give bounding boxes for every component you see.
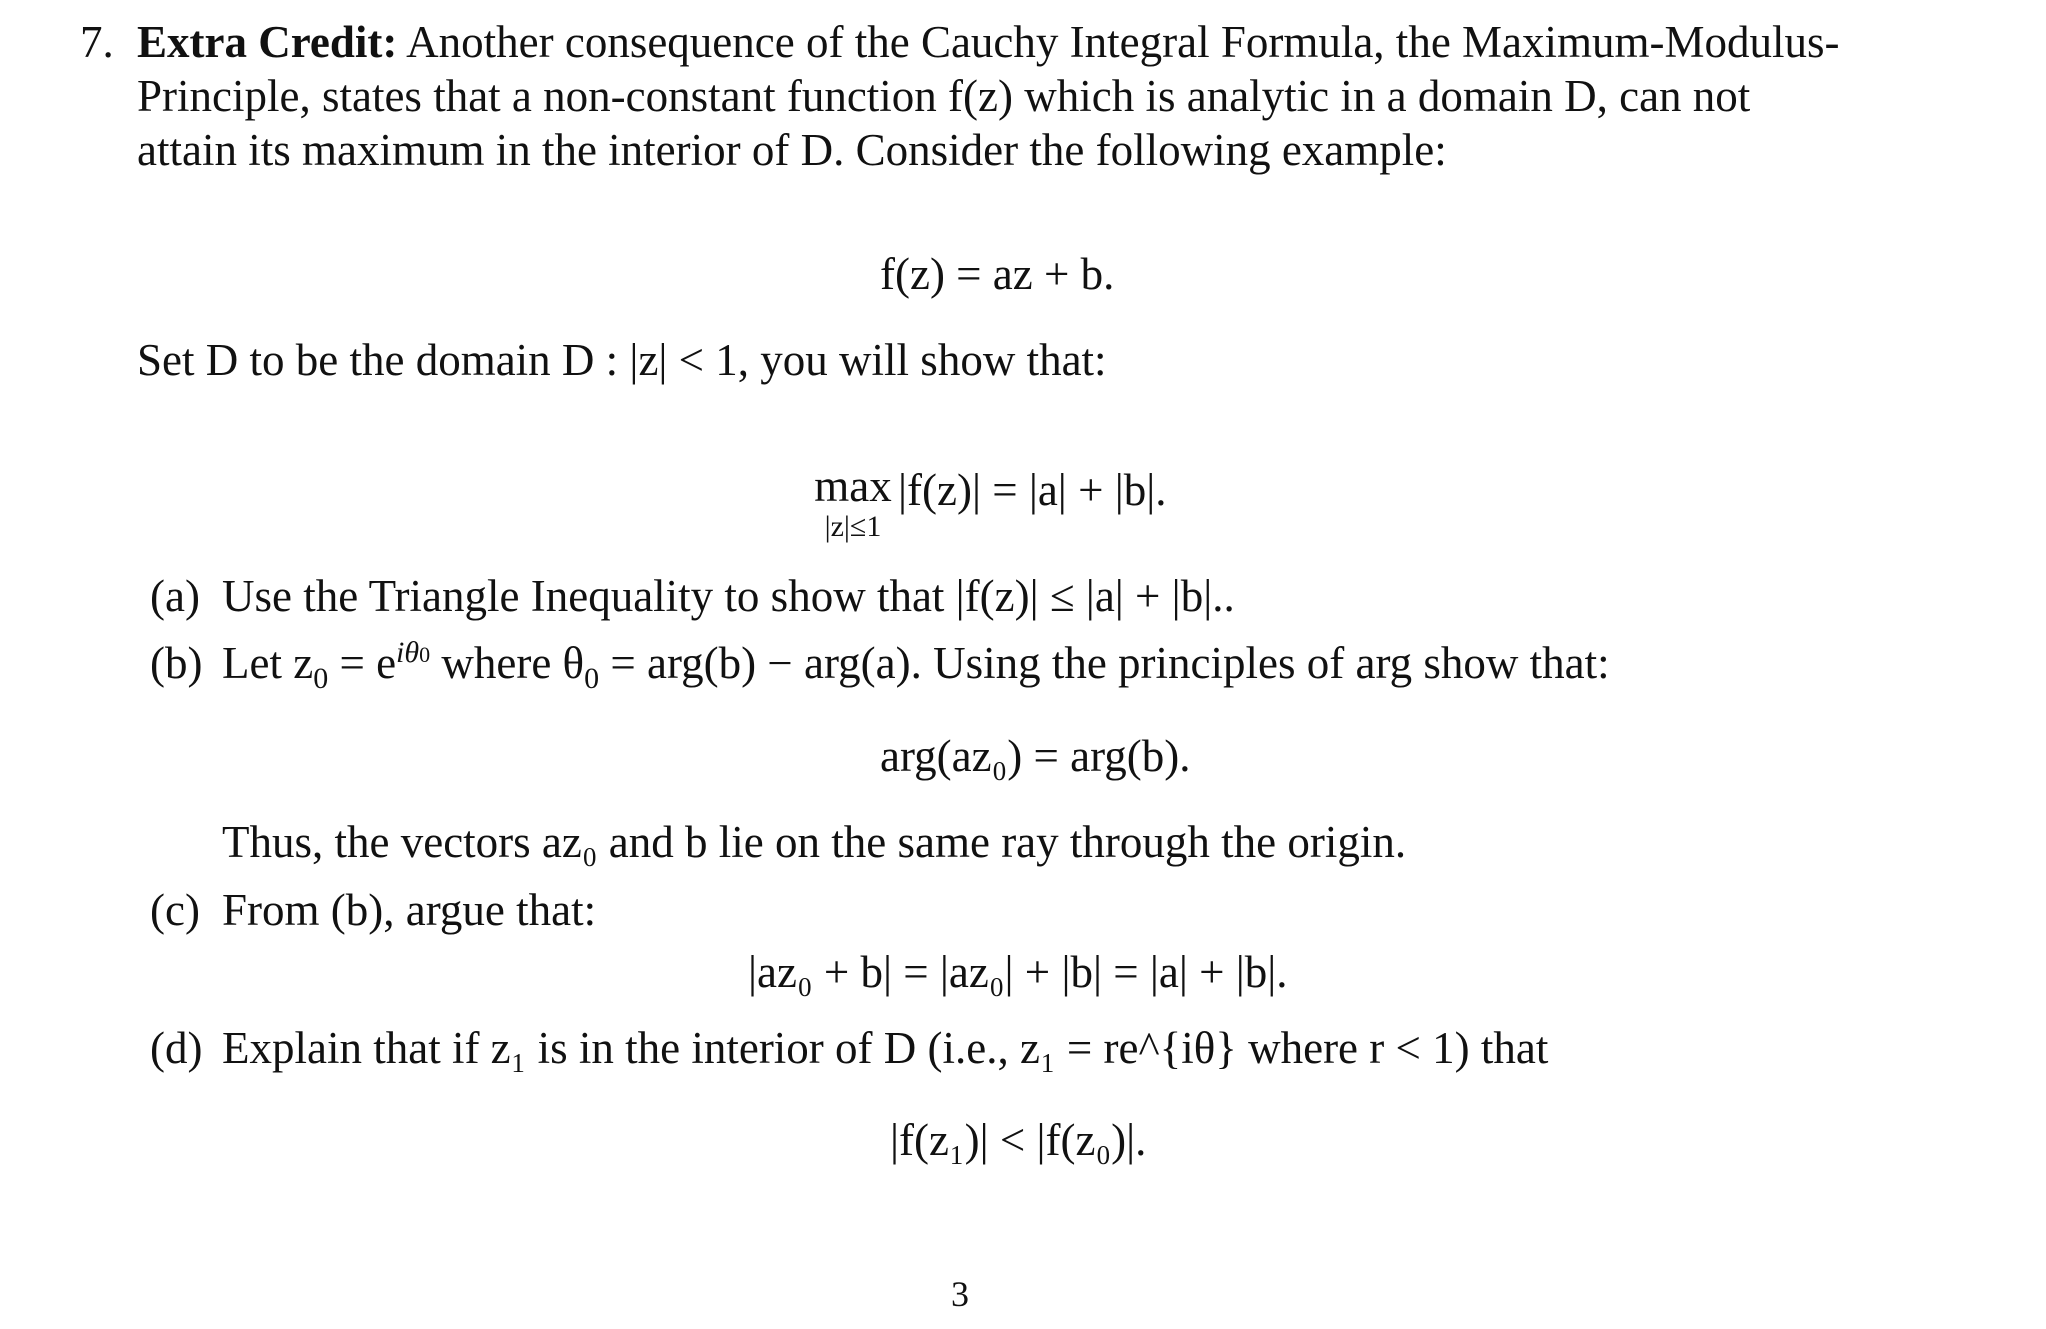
max-rhs: |f(z)| = |a| + |b|. xyxy=(898,465,1167,515)
max-operator xyxy=(808,462,898,544)
function-definition: f(z) = az + b. xyxy=(880,249,1115,299)
part-d-text: Explain that if z₁ is in the interior of D (i.e., z₁ = re^{iθ} where r < 1) that xyxy=(222,1023,1549,1073)
part-b-followup: Thus, the vectors az₀ and b lie on the same ray through the origin. xyxy=(222,817,1407,867)
page-number: 3 xyxy=(951,1274,969,1314)
max-subscript: |z|≤1 xyxy=(824,510,882,543)
superscript-i-theta0: iθ0 xyxy=(396,636,431,669)
part-c-equation: |az₀ + b| = |az₀| + |b| = |a| + |b|. xyxy=(748,947,1288,997)
subscript-zero: 0 xyxy=(313,662,329,695)
problem-heading: Extra Credit: xyxy=(137,17,398,67)
max-word: max xyxy=(814,461,892,511)
intro-line-2: Principle, states that a non-constant function f(z) which is analytic in a domain D, can not xyxy=(137,71,1751,121)
intro-line-3: attain its maximum in the interior of D. Consider the following example: xyxy=(137,125,1447,175)
part-c-text: From (b), argue that: xyxy=(222,885,597,935)
part-c-label: (c) xyxy=(150,885,200,935)
intro-line-1 xyxy=(137,14,1840,70)
part-a-label: (a) xyxy=(150,571,200,621)
part-b-let: Let z xyxy=(222,638,314,688)
equals-sign: = e xyxy=(339,638,397,688)
part-a-text: Use the Triangle Inequality to show that |f(z)| ≤ |a| + |b|.. xyxy=(222,571,1235,621)
problem-number: 7. xyxy=(80,17,114,67)
intro-text-1: Another consequence of the Cauchy Integral Formula, the Maximum-Modulus- xyxy=(406,17,1840,67)
part-d-equation: |f(z₁)| < |f(z₀)|. xyxy=(890,1115,1147,1165)
part-b-text xyxy=(222,635,1610,695)
part-b-label: (b) xyxy=(150,638,203,688)
part-b-rest: = arg(b) − arg(a). Using the principles of arg show that: xyxy=(610,638,1610,688)
set-domain-line: Set D to be the domain D : |z| < 1, you will show that: xyxy=(137,335,1107,385)
part-d-label: (d) xyxy=(150,1023,203,1073)
subscript-zero-2: 0 xyxy=(584,662,600,695)
part-b-equation: arg(az₀) = arg(b). xyxy=(880,731,1191,781)
part-b-where: where θ xyxy=(441,638,585,688)
